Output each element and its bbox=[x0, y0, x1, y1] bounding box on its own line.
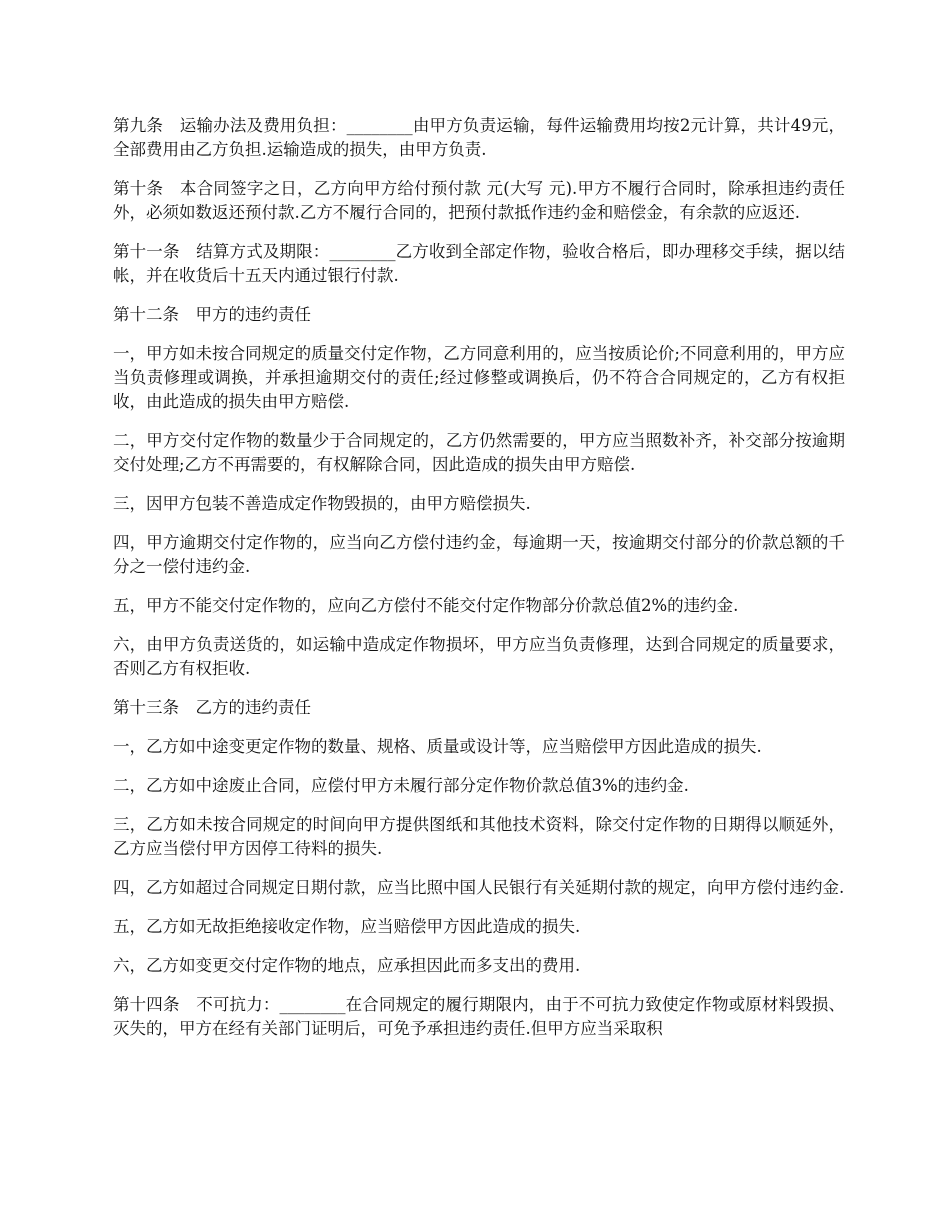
clause-12-heading: 第十二条 甲方的违约责任 bbox=[113, 305, 311, 324]
document-page bbox=[113, 114, 845, 1056]
clause-10-prepayment: 第十条 本合同签字之日，乙方向甲方给付预付款 元(大写 元).甲方不履行合同时，除承担违约责任外，必须如数返还预付款.乙方不履行合同的，把预付款抵作违约金和赔偿金，有余款的应返还. bbox=[113, 179, 845, 222]
clause-12-item-1: 一，甲方如未按合同规定的质量交付定作物，乙方同意利用的，应当按质论价;不同意利用的，甲方应当负责修理或调换，并承担逾期交付的责任;经过修整或调换后，仍不符合合同规定的，乙方有权拒收，由此造成的损失由甲方赔偿. bbox=[113, 344, 845, 411]
clause-13-item-4: 四，乙方如超过合同规定日期付款，应当比照中国人民银行有关延期付款的规定，向甲方偿付违约金. bbox=[113, 878, 845, 897]
clause-13-item-3: 三，乙方如未按合同规定的时间向甲方提供图纸和其他技术资料，除交付定作物的日期得以顺延外，乙方应当偿付甲方因停工待料的损失. bbox=[113, 815, 845, 858]
clause-12-item-2: 二，甲方交付定作物的数量少于合同规定的，乙方仍然需要的，甲方应当照数补齐，补交部分按逾期交付处理;乙方不再需要的，有权解除合同，因此造成的损失由甲方赔偿. bbox=[113, 431, 845, 474]
clause-11-settlement: 第十一条 结算方式及期限：________乙方收到全部定作物，验收合格后，即办理移交手续，据以结帐，并在收货后十五天内通过银行付款. bbox=[113, 242, 845, 285]
clause-13-item-1: 一，乙方如中途变更定作物的数量、规格、质量或设计等，应当赔偿甲方因此造成的损失. bbox=[113, 737, 762, 756]
clause-9-transport: 第九条 运输办法及费用负担：________由甲方负责运输，每件运输费用均按2元计算，共计49元，全部费用由乙方负担.运输造成的损失，由甲方负责. bbox=[113, 116, 845, 159]
clause-13-item-6: 六，乙方如变更交付定作物的地点，应承担因此而多支出的费用. bbox=[113, 956, 581, 975]
clause-12-item-5: 五，甲方不能交付定作物的，应向乙方偿付不能交付定作物部分价款总值2%的违约金. bbox=[113, 596, 739, 615]
clause-13-heading: 第十三条 乙方的违约责任 bbox=[113, 698, 311, 717]
clause-12-item-4: 四，甲方逾期交付定作物的，应当向乙方偿付违约金，每逾期一天，按逾期交付部分的价款总额的千分之一偿付违约金. bbox=[113, 533, 845, 576]
clause-12-item-6: 六，由甲方负责送货的，如运输中造成定作物损坏，甲方应当负责修理，达到合同规定的质量要求，否则乙方有权拒收. bbox=[113, 635, 845, 678]
clause-13-item-2: 二，乙方如中途废止合同，应偿付甲方未履行部分定作物价款总值3%的违约金. bbox=[113, 776, 689, 795]
clause-12-item-3: 三，因甲方包装不善造成定作物毁损的，由甲方赔偿损失. bbox=[113, 494, 531, 513]
clause-14-force-majeure: 第十四条 不可抗力：________在合同规定的履行期限内，由于不可抗力致使定作物或原材料毁损、灭失的，甲方在经有关部门证明后，可免予承担违约责任.但甲方应当采取积 bbox=[113, 995, 845, 1038]
clause-13-item-5: 五，乙方如无故拒绝接收定作物，应当赔偿甲方因此造成的损失. bbox=[113, 917, 581, 936]
